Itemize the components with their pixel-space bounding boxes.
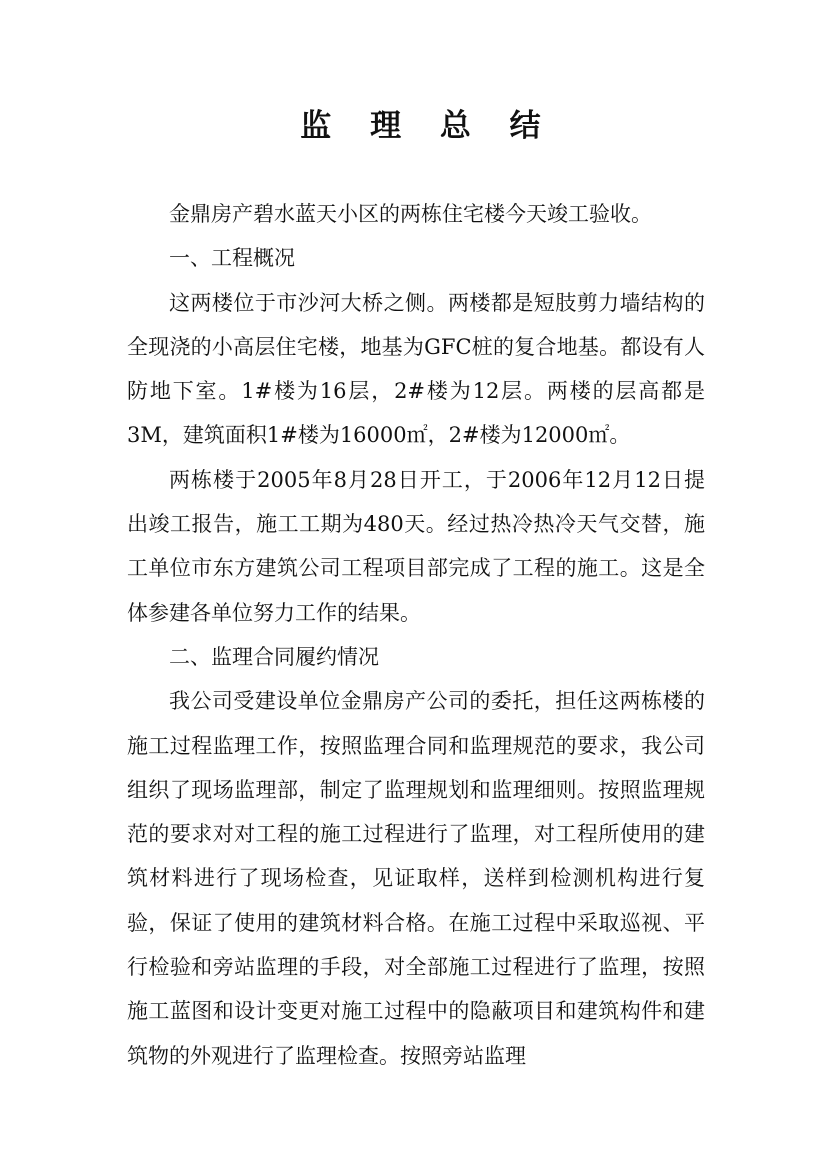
document-body — [127, 192, 705, 1078]
page-title: 监 理 总 结 — [300, 108, 555, 144]
section-heading-contract: 二、监理合同履约情况 — [169, 644, 379, 669]
contract-paragraph: 我公司受建设单位金鼎房产公司的委托，担任这两栋楼的施工过程监理工作，按照监理合同和监理规范的要求，我公司组织了现场监理部，制定了监理规划和监理细则。按照监理规范的要求对对工程的施工过程进行了监理，对工程所使用的建筑材料进行了现场检查，见证取样，送样到检测机构进行复验，保证了使用的建筑材料合格。在施工过程中采取巡视、平行检验和旁站监理的手段，对全部施工过程进行了监理，按照施工蓝图和设计变更对施工过程中的隐蔽项目和建筑构件和建筑物的外观进行了监理检查。按照旁站监理 — [127, 689, 705, 1068]
intro-paragraph: 金鼎房产碧水蓝天小区的两栋住宅楼今天竣工验收。 — [169, 202, 652, 226]
overview-paragraph: 这两楼位于市沙河大桥之侧。两楼都是短肢剪力墙结构的全现浇的小高层住宅楼，地基为GFC桩的复合地基。都设有人防地下室。1#楼为16层，2#楼为12层。两楼的层高都是3M，建筑面积1#楼为16000㎡，2#楼为12000㎡。 — [127, 290, 705, 448]
section-heading-overview: 一、工程概况 — [169, 246, 295, 271]
schedule-paragraph: 两栋楼于2005年8月28日开工，于2006年12月12日提出竣工报告，施工工期为480天。经过热冷热冷天气交替，施工单位市东方建筑公司工程项目部完成了工程的施工。这是全体参建各单位努力工作的结果。 — [127, 467, 705, 625]
